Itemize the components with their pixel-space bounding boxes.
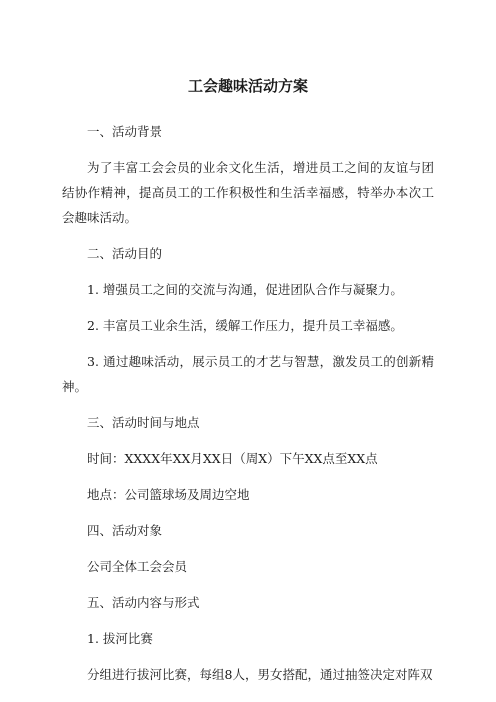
section-heading-time-place: 三、活动时间与地点 [87,415,200,430]
section-heading-purpose: 二、活动目的 [87,246,163,261]
section-heading-background: 一、活动背景 [87,124,163,139]
activity-item-1-description: 分组进行拔河比赛，每组8人，男女搭配，通过抽签决定对阵双 [87,667,433,682]
purpose-item-3: 3. 通过趣味活动，展示员工的才艺与智慧，激发员工的创新精神。 [62,354,434,394]
section-heading-content: 五、活动内容与形式 [87,595,200,610]
purpose-item-2: 2. 丰富员工业余生活，缓解工作压力，提升员工幸福感。 [87,318,403,333]
activity-item-1-title: 1. 拔河比赛 [87,631,153,646]
document-title: 工会趣味活动方案 [187,77,308,95]
paragraph-background: 为了丰富工会会员的业余文化生活，增进员工之间的友谊与团结协作精神，提高员工的工作积极性和生活幸福感，特举办本次工会趣味活动。 [62,160,434,225]
place-line: 地点：公司篮球场及周边空地 [87,487,250,502]
section-heading-audience: 四、活动对象 [87,523,163,538]
audience-line: 公司全体工会会员 [87,559,188,574]
time-line: 时间：XXXX年XX月XX日（周X）下午XX点至XX点 [87,451,378,466]
document-body [62,119,434,687]
purpose-item-1: 1. 增强员工之间的交流与沟通，促进团队合作与凝聚力。 [87,282,403,297]
